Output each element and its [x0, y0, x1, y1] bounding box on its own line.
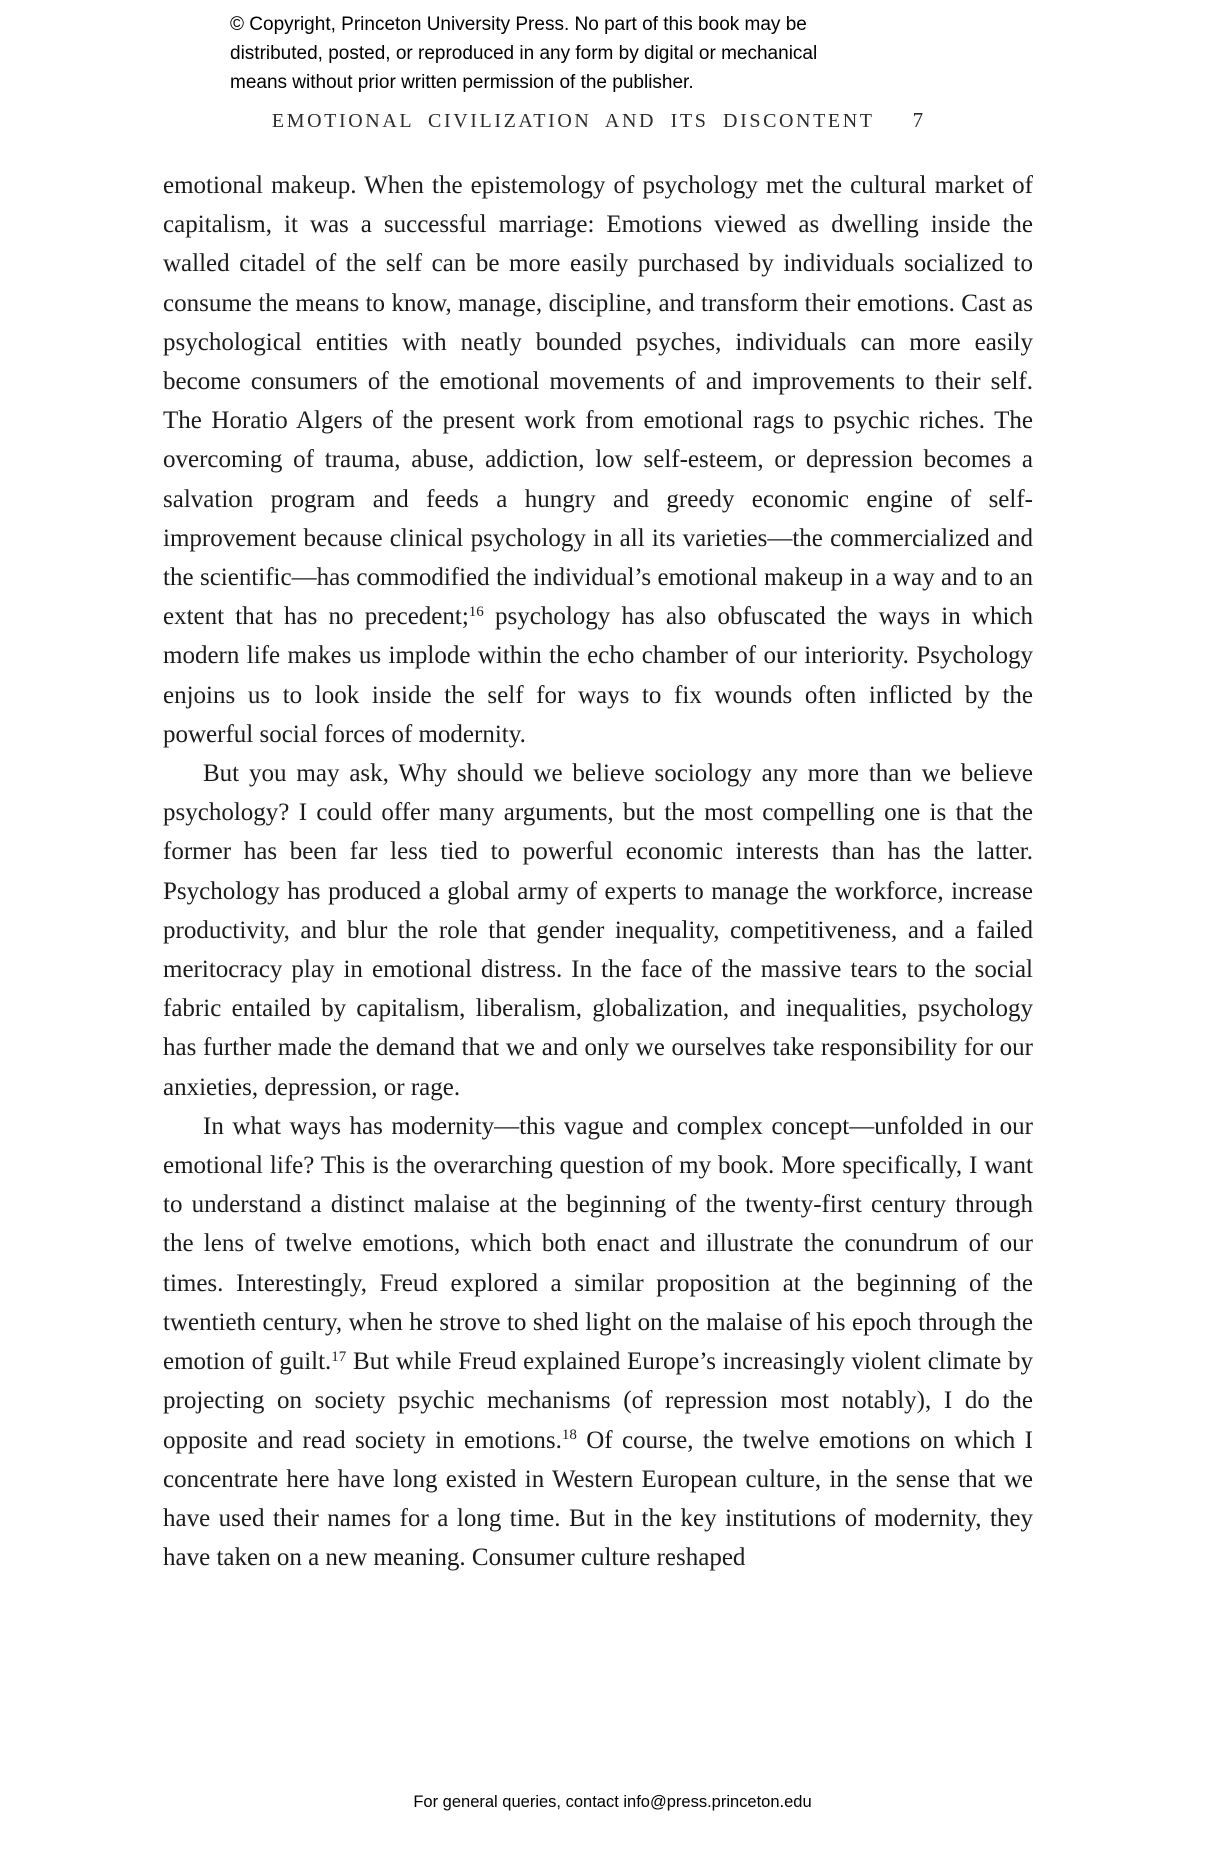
page-number: 7 — [912, 108, 925, 132]
paragraph: In what ways has modernity—this vague and complex concept—unfolded in our emotional life? This is the overarching question of my book. More specifically, I want to understand a distinct malaise at the beginning of the twenty-first century through the lens of twelve emotions, which both enact and illustrate the conundrum of our times. Interestingly, Freud explored a similar proposition at the beginning of the twentieth century, when he strove to shed light on the malaise of his epoch through the emotion of guilt.$^{17}$ But while Freud explained Europe’s increasingly violent climate by projecting on society psychic mechanisms (of repression most notably), I do the opposite and read society in emotions.$^{18}$ Of course, the twelve emotions on which I concentrate here have long existed in Western European culture, in the sense that we have used their names for a long time. But in the key institutions of modernity, they have taken on a new meaning. Consumer culture reshaped — [163, 1112, 1033, 1572]
copyright-line: means without prior written permission of the publisher. — [230, 72, 694, 93]
copyright-line: distributed, posted, or reproduced in any form by digital or mechanical — [230, 43, 818, 64]
copyright-line: © Copyright, Princeton University Press. No part of this book may be — [230, 14, 807, 35]
body-text — [163, 166, 1033, 1577]
footer-contact: For general queries, contact info@press.princeton.edu — [413, 1793, 812, 1811]
paragraph: But you may ask, Why should we believe sociology any more than we believe psychology? I could offer many arguments, but the most compelling one is that the former has been far less tied to powerful economic interests than has the latter. Psychology has produced a global army of experts to manage the workforce, increase productivity, and blur the role that gender inequality, competitiveness, and a failed meritocracy play in emotional distress. In the face of the massive tears to the social fabric entailed by capitalism, liberalism, globalization, and inequalities, psychology has further made the demand that we and only we ourselves take responsibility for our anxieties, depression, or rage. — [163, 760, 1033, 1101]
running-header-title: EMOTIONAL CIVILIZATION AND ITS DISCONTENT — [271, 110, 875, 132]
copyright-notice — [230, 10, 817, 97]
footnote-reference: 16 — [468, 603, 484, 620]
footnote-reference: 17 — [331, 1348, 347, 1365]
running-header — [163, 108, 1033, 133]
paragraph: emotional makeup. When the epistemology of psychology met the cultural market of capitalism, it was a successful marriage: Emotions viewed as dwelling inside the walled citadel of the self can be more easily purchased by individuals socialized to consume the means to know, manage, discipline, and transform their emotions. Cast as psychological entities with neatly bounded psyches, individuals can more easily become consumers of the emotional movements of and improvements to their self. The Horatio Algers of the present work from emotional rags to psychic riches. The overcoming of trauma, abuse, addiction, low self-esteem, or depression becomes a salvation program and feeds a hungry and greedy economic engine of self-improvement because clinical psychology in all its varieties—the commercialized and the scientific—has commodified the individual’s emotional makeup in a way and to an extent that has no precedent;$^{16}$ psychology has also obfuscated the ways in which modern life makes us implode within the echo chamber of our interiority. Psychology enjoins us to look inside the self for ways to fix wounds often inflicted by the powerful social forces of modernity. — [163, 172, 1033, 748]
footnote-reference: 18 — [561, 1427, 577, 1444]
